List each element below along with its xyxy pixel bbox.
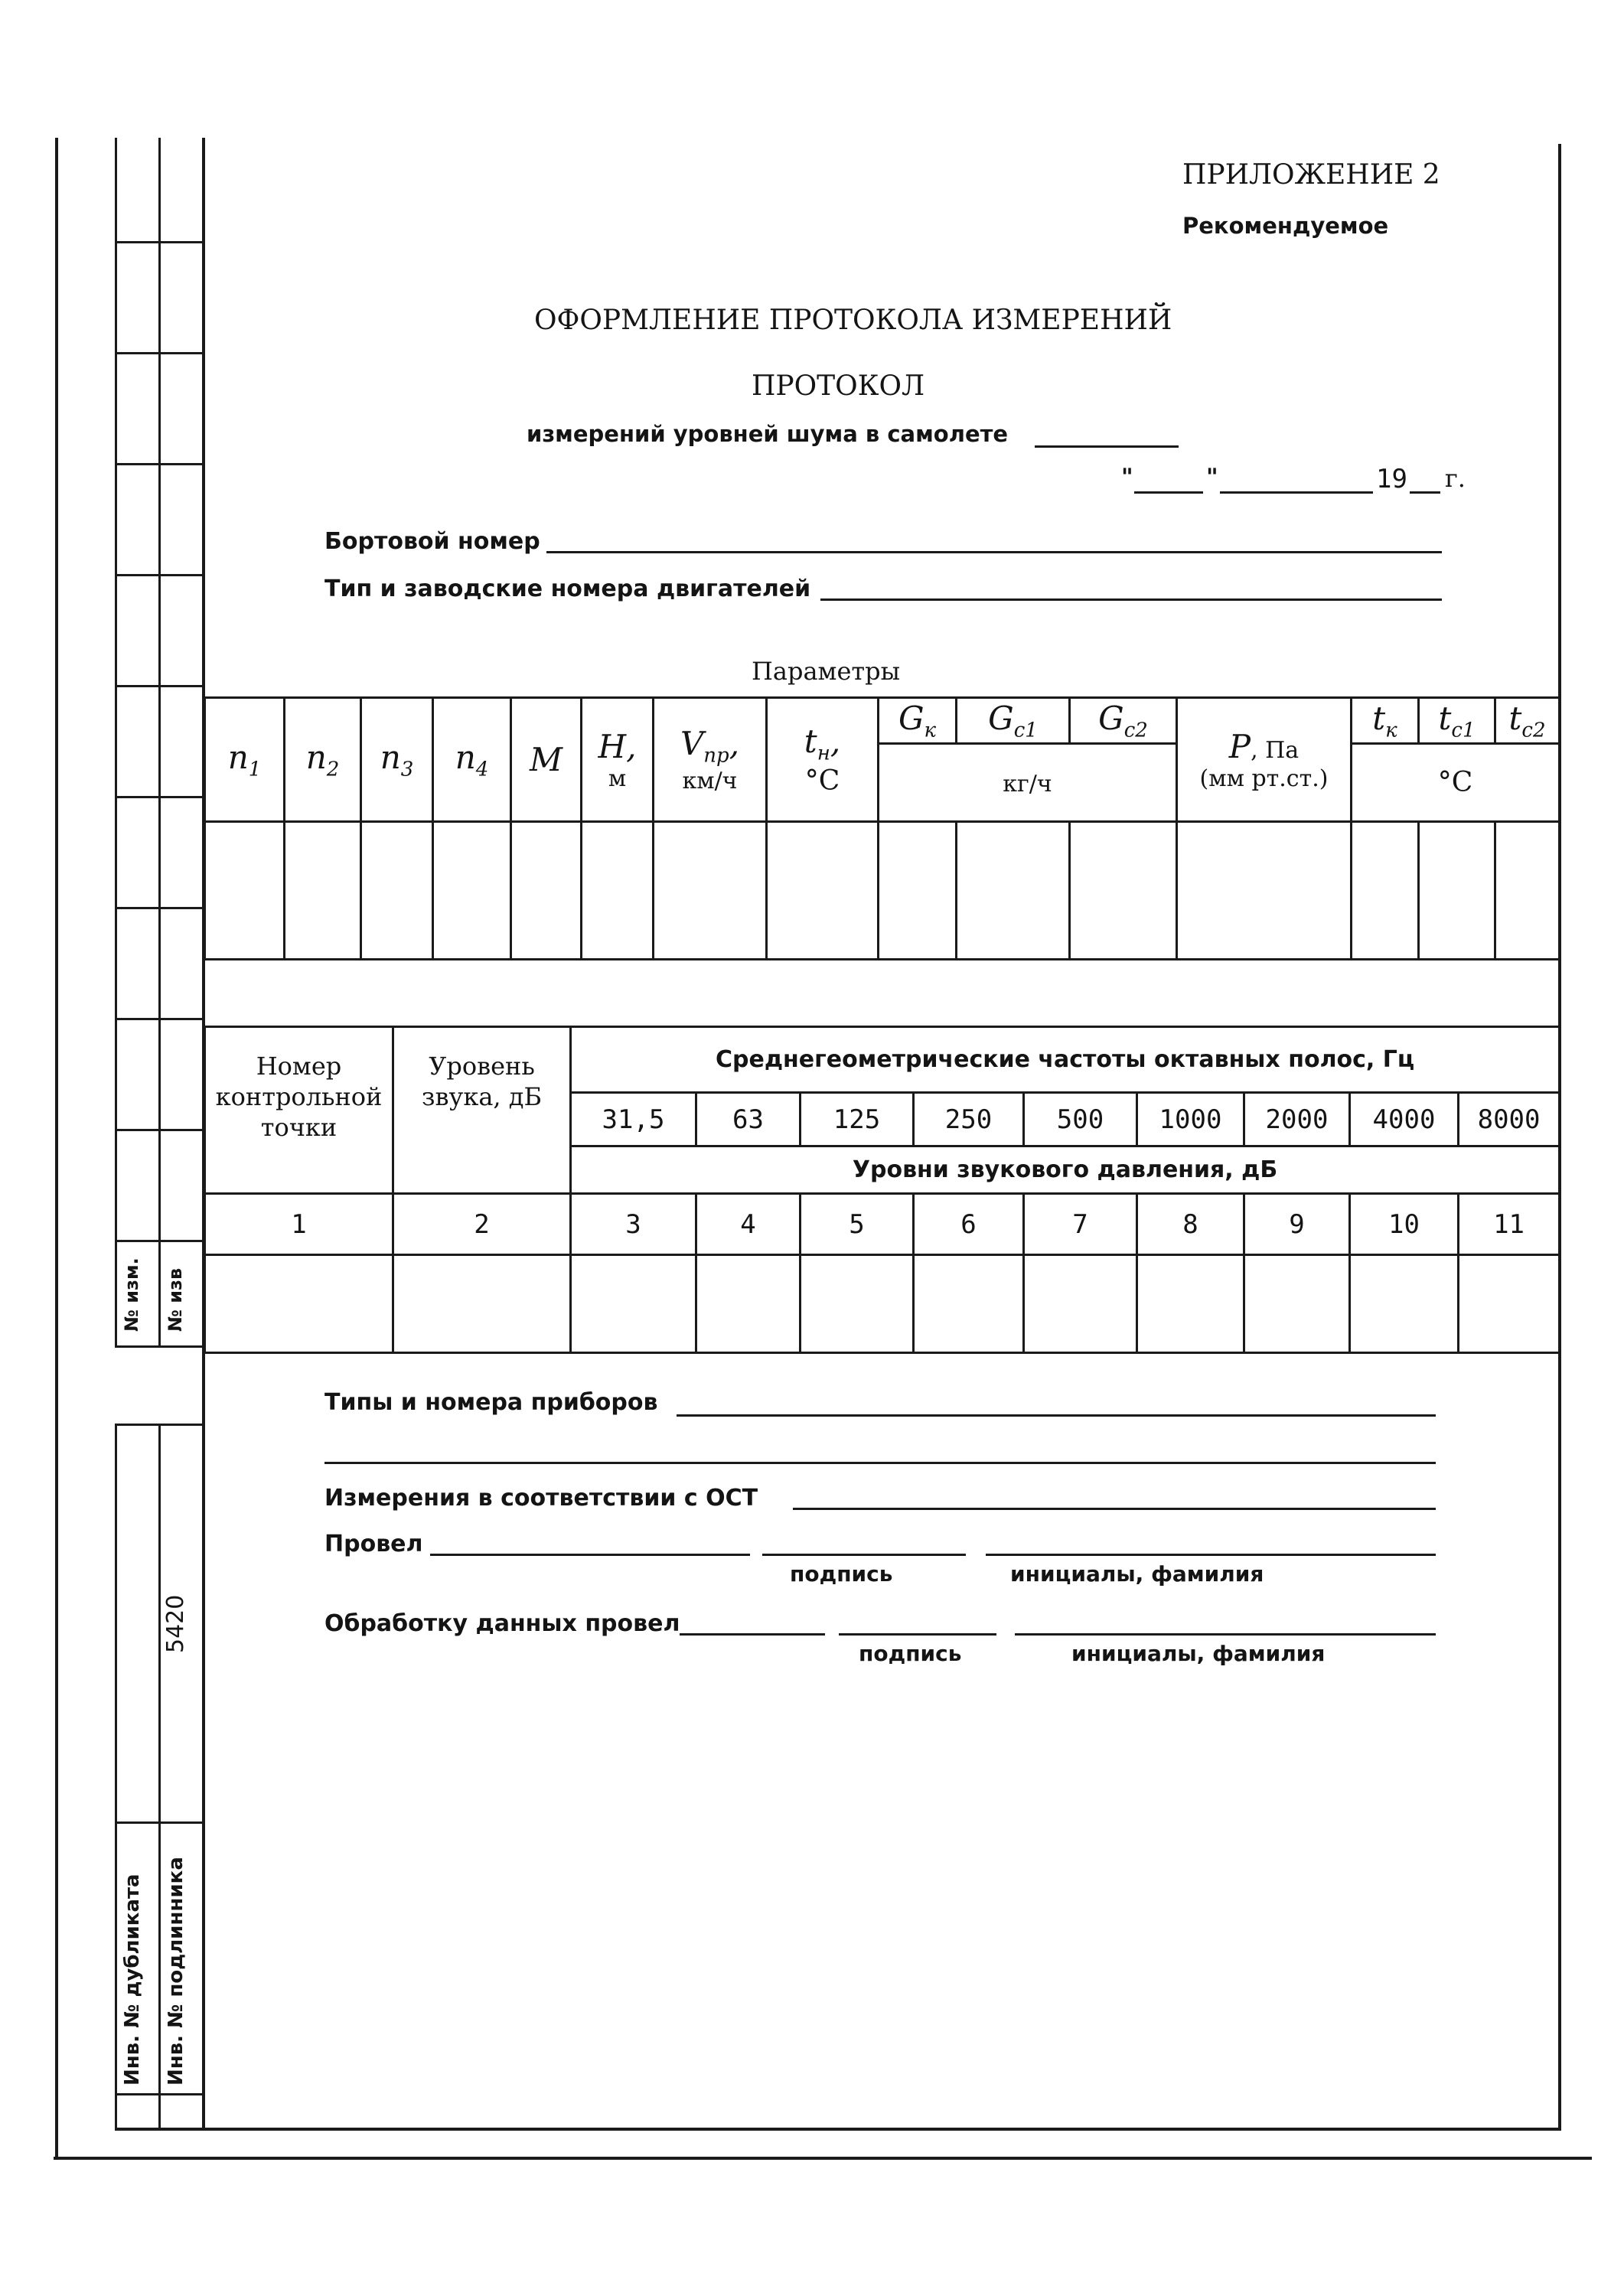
measurement-value-cell[interactable] <box>205 1255 393 1353</box>
margin-strip-divider-bottom <box>115 1424 117 2128</box>
col-H <box>582 698 654 822</box>
col-M <box>511 698 582 822</box>
column-number-cell: 10 <box>1350 1194 1459 1255</box>
param-value-cell[interactable] <box>767 822 879 960</box>
param-value-cell[interactable] <box>511 822 582 960</box>
H-unit: м <box>608 765 627 792</box>
measurement-value-cell[interactable] <box>1137 1255 1244 1353</box>
measurement-value-cell[interactable] <box>1350 1255 1459 1353</box>
sound-level-header: Уровень звука, дБ <box>393 1027 571 1194</box>
column-number-cell: 5 <box>801 1194 914 1255</box>
param-value-cell[interactable] <box>654 822 767 960</box>
margin-strip-inner-top <box>158 138 161 1345</box>
margin-inv-dubl: Инв. № дубликата <box>121 1874 144 2086</box>
measurement-value-cell[interactable] <box>914 1255 1024 1353</box>
frequency-cell: 31,5 <box>571 1093 696 1146</box>
n1-symbol: n <box>227 738 249 776</box>
processing-label: Обработку данных провел <box>324 1610 680 1637</box>
ost-line[interactable] <box>793 1508 1436 1510</box>
measurement-value-cell[interactable] <box>1459 1255 1560 1353</box>
param-value-cell[interactable] <box>1177 822 1352 960</box>
appendix-status: Рекомендуемое <box>1182 213 1389 239</box>
instruments-label: Типы и номера приборов <box>324 1389 658 1416</box>
col-n2 <box>285 698 361 822</box>
margin-izv-label: № изв <box>165 1267 186 1332</box>
instruments-line[interactable] <box>677 1414 1436 1417</box>
margin-rule <box>115 1821 202 1824</box>
conducted-name-line[interactable] <box>986 1554 1436 1556</box>
tc1-symbol: t <box>1438 699 1452 737</box>
tk-subscript: к <box>1385 719 1397 742</box>
margin-rule <box>115 796 202 798</box>
tn-symbol: t <box>804 722 817 761</box>
conducted-signature-caption: подпись <box>790 1561 893 1587</box>
param-value-cell[interactable] <box>1419 822 1495 960</box>
col-n1 <box>205 698 285 822</box>
param-value-cell[interactable] <box>1070 822 1177 960</box>
n3-subscript: 3 <box>400 758 414 781</box>
margin-rule <box>115 1129 202 1131</box>
col-Gc1 <box>957 698 1070 744</box>
tn-comma: , <box>830 722 841 761</box>
aircraft-type-line <box>1035 445 1179 448</box>
measurement-value-cell[interactable] <box>801 1255 914 1353</box>
tc1-subscript: c1 <box>1451 719 1476 742</box>
board-number-line[interactable] <box>546 551 1442 553</box>
measurement-value-cell[interactable] <box>571 1255 696 1353</box>
conducted-initials-caption: инициалы, фамилия <box>1010 1561 1264 1587</box>
n2-symbol: n <box>305 738 327 776</box>
measurement-value-cell[interactable] <box>696 1255 801 1353</box>
col-tc1 <box>1419 698 1495 744</box>
param-value-cell[interactable] <box>879 822 957 960</box>
processing-initials-caption: инициалы, фамилия <box>1071 1641 1326 1666</box>
col-tc2 <box>1495 698 1560 744</box>
M-symbol: M <box>529 741 563 778</box>
V-unit: км/ч <box>682 767 738 794</box>
param-value-cell[interactable] <box>361 822 433 960</box>
param-value-cell[interactable] <box>285 822 361 960</box>
outer-bottom-border <box>54 2157 1592 2160</box>
frequency-cell: 63 <box>696 1093 801 1146</box>
param-value-cell[interactable] <box>1352 822 1419 960</box>
margin-rule <box>115 1018 202 1020</box>
margin-rule <box>115 241 202 243</box>
n2-subscript: 2 <box>326 758 340 781</box>
margin-rule <box>115 2093 202 2095</box>
outer-left-border <box>55 138 58 2158</box>
date-month-line <box>1220 491 1373 494</box>
frequency-cell: 250 <box>914 1093 1024 1146</box>
param-value-cell[interactable] <box>433 822 511 960</box>
P-unit-mm: (мм рт.ст.) <box>1199 765 1329 792</box>
temp-unit: °C <box>1437 767 1473 798</box>
Gc1-subscript: c1 <box>1013 719 1038 742</box>
H-symbol: H, <box>598 727 637 765</box>
instruments-line-2[interactable] <box>324 1462 1436 1464</box>
margin-rule <box>115 352 202 354</box>
tc2-symbol: t <box>1508 699 1522 737</box>
n1-subscript: 1 <box>248 758 262 781</box>
G-unit: кг/ч <box>1003 770 1052 797</box>
column-number-cell: 8 <box>1137 1194 1244 1255</box>
margin-rule <box>115 1424 202 1426</box>
engine-numbers-label: Тип и заводские номера двигателей <box>324 576 811 602</box>
margin-strip-divider-top <box>115 138 117 1345</box>
frequency-cell: 4000 <box>1350 1093 1459 1146</box>
frequency-cell: 500 <box>1024 1093 1137 1146</box>
col-n3 <box>361 698 433 822</box>
Gk-symbol: G <box>898 699 925 737</box>
pressure-levels-header: Уровни звукового давления, дБ <box>571 1146 1560 1194</box>
date-year-suffix: г. <box>1445 464 1466 493</box>
column-number-cell: 4 <box>696 1194 801 1255</box>
conducted-line[interactable] <box>430 1554 750 1556</box>
ost-label: Измерения в соответствии с ОСТ <box>324 1485 758 1512</box>
frequency-cell: 2000 <box>1244 1093 1350 1146</box>
margin-rule <box>115 685 202 687</box>
frequency-table <box>204 1026 1560 1354</box>
tn-subscript: н <box>817 742 830 765</box>
n3-symbol: n <box>380 738 401 776</box>
P-unit-pa: , Па <box>1251 736 1300 764</box>
col-tn <box>767 698 879 822</box>
V-comma: , <box>729 725 740 763</box>
date-year-line <box>1410 491 1440 494</box>
octave-frequencies-header: Среднегеометрические частоты октавных полос, Гц <box>571 1027 1560 1093</box>
n4-symbol: n <box>455 738 476 776</box>
tn-unit: °C <box>804 765 840 797</box>
V-symbol: V <box>680 725 704 763</box>
col-tk <box>1352 698 1419 744</box>
P-symbol: P <box>1228 727 1251 765</box>
date-day-line <box>1134 491 1203 494</box>
margin-rule <box>115 907 202 909</box>
frequency-cell: 1000 <box>1137 1093 1244 1146</box>
margin-rule <box>115 463 202 465</box>
params-table <box>204 696 1560 960</box>
Gc2-subscript: c2 <box>1123 719 1148 742</box>
column-number-cell: 11 <box>1459 1194 1560 1255</box>
page-title: ОФОРМЛЕНИЕ ПРОТОКОЛА ИЗМЕРЕНИЙ <box>534 305 1172 336</box>
processing-signature-caption: подпись <box>859 1641 962 1666</box>
margin-strip-inner-bottom <box>158 1424 161 2128</box>
point-number-header: Номер контрольной точки <box>205 1027 393 1194</box>
margin-rule <box>115 1345 202 1348</box>
board-number-label: Бортовой номер <box>324 528 540 555</box>
frame-bottom-border <box>115 2128 1561 2131</box>
param-value-cell[interactable] <box>582 822 654 960</box>
column-number-cell: 2 <box>393 1194 571 1255</box>
column-number-cell: 1 <box>205 1194 393 1255</box>
param-value-cell[interactable] <box>957 822 1070 960</box>
measurement-value-cell[interactable] <box>393 1255 571 1353</box>
engine-numbers-line[interactable] <box>820 598 1442 601</box>
V-subscript: пр <box>703 744 729 768</box>
col-P <box>1177 698 1352 822</box>
tc2-subscript: c2 <box>1521 719 1546 742</box>
col-V <box>654 698 767 822</box>
frequency-cell: 125 <box>801 1093 914 1146</box>
date-quote-open: " <box>1121 464 1133 491</box>
params-caption: Параметры <box>752 657 901 686</box>
tk-symbol: t <box>1372 699 1386 737</box>
conducted-signature-line[interactable] <box>762 1554 966 1556</box>
margin-rule <box>115 1240 202 1242</box>
margin-inv-podl: Инв. № подлинника <box>165 1857 188 2086</box>
margin-izm-label: № изм. <box>121 1257 142 1332</box>
G-unit-cell <box>879 744 1177 822</box>
date-year-prefix: 19 <box>1376 464 1407 494</box>
protocol-subtitle: измерений уровней шума в самолете <box>527 421 1009 447</box>
processing-line[interactable] <box>680 1633 825 1636</box>
Gc2-symbol: G <box>1098 699 1124 737</box>
col-Gk <box>879 698 957 744</box>
frequency-cell: 8000 <box>1459 1093 1560 1146</box>
margin-doc-number: 5420 <box>162 1594 189 1653</box>
column-number-cell: 6 <box>914 1194 1024 1255</box>
processing-signature-line[interactable] <box>839 1633 996 1636</box>
column-number-cell: 3 <box>571 1194 696 1255</box>
col-Gc2 <box>1070 698 1177 744</box>
measurement-value-cell[interactable] <box>1244 1255 1350 1353</box>
date-quote-close: " <box>1206 464 1218 491</box>
temp-unit-cell <box>1352 744 1560 822</box>
conducted-label: Провел <box>324 1531 423 1557</box>
appendix-label: ПРИЛОЖЕНИЕ 2 <box>1182 159 1440 191</box>
param-value-cell[interactable] <box>1495 822 1560 960</box>
param-value-cell[interactable] <box>205 822 285 960</box>
protocol-title: ПРОТОКОЛ <box>752 370 925 402</box>
processing-name-line[interactable] <box>1015 1633 1436 1636</box>
column-number-cell: 9 <box>1244 1194 1350 1255</box>
column-number-cell: 7 <box>1024 1194 1137 1255</box>
margin-rule <box>115 574 202 576</box>
n4-subscript: 4 <box>475 758 489 781</box>
col-n4 <box>433 698 511 822</box>
Gc1-symbol: G <box>988 699 1014 737</box>
measurement-value-cell[interactable] <box>1024 1255 1137 1353</box>
Gk-subscript: к <box>924 719 937 742</box>
